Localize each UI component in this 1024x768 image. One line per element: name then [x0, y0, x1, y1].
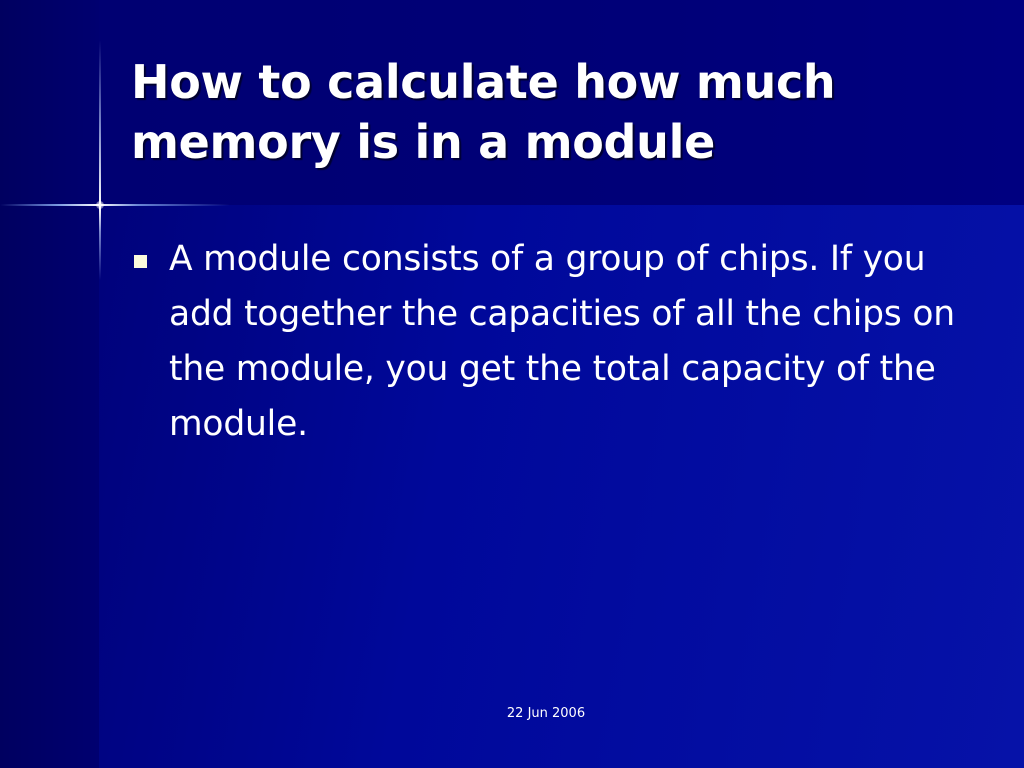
sparkle-decoration-icon	[99, 40, 101, 280]
bullet-item	[131, 232, 971, 452]
slide-title: How to calculate how much memory is in a module	[131, 55, 836, 169]
square-bullet-icon	[134, 255, 147, 268]
sparkle-center-dot	[96, 201, 104, 209]
bullet-text: A module consists of a group of chips. If you add together the capacities of all the chips on the module, you get the total capacity of the module.	[169, 239, 955, 444]
left-strip	[0, 0, 99, 768]
bullet-list	[131, 232, 971, 452]
footer-date: 22 Jun 2006	[506, 706, 586, 721]
sparkle-decoration-line	[0, 204, 230, 206]
